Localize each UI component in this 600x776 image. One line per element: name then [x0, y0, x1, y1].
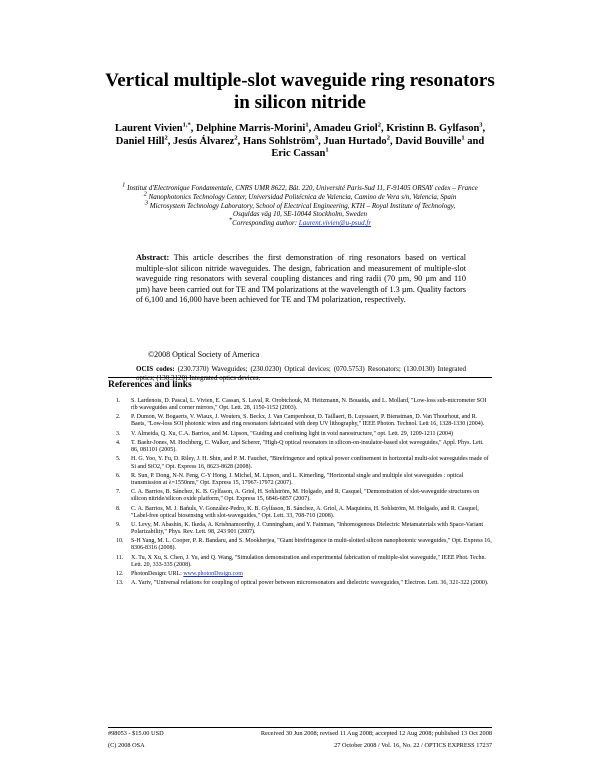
reference-item	[116, 489, 492, 503]
reference-body: R. Sun, P. Dong, N-N. Feng, C-Y Hong, J. Michel, M. Lipson, and L. Kimerling, "Horizontal single and multiple slot waveguides : optical transmission at λ=1550nm," Opt. Express 15, 17967-17972 (2007).	[131, 472, 464, 486]
footer-journal: 27 October 2008 / Vol. 16, No. 22 / OPTICS EXPRESS 17237	[334, 742, 492, 749]
author-separator: ,	[308, 123, 314, 134]
author-5: Daniel Hill	[115, 135, 165, 147]
author-separator: ,	[318, 135, 324, 147]
author-affiliation-mark: 2	[386, 134, 390, 141]
title-line-1: Vertical multiple-slot waveguide ring resonators	[105, 70, 495, 91]
reference-text	[131, 489, 492, 503]
affiliation-1: $^1$ Institut d'Electronique Fondamentale, CNRS UMR 8622, Bât. 220, Université Paris-Sud 11, F-91405 ORSAY cedex – France	[122, 181, 478, 192]
reference-body: T. Baehr-Jones, M. Hochberg, C. Walker, and Scherer, "High-Q optical resonators in silicon-on-insulator-based slot waveguides," Appl. Phys. Lett. 86, 081101 (2005).	[131, 440, 484, 454]
author-affiliation-mark: 2	[377, 121, 381, 129]
reference-body: PhotonDesign: URL:	[131, 571, 184, 578]
reference-text	[131, 456, 492, 470]
divider-bottom	[108, 727, 492, 728]
reference-text	[131, 440, 492, 454]
author-7: Hans Sohlström	[242, 135, 315, 147]
author-affiliation-mark: 1,*	[182, 121, 191, 129]
divider-top	[108, 377, 492, 378]
reference-text	[131, 414, 492, 428]
references-heading: References and links	[108, 380, 192, 390]
author-separator: ,	[482, 123, 486, 134]
author-1: Laurent Vivien	[114, 123, 183, 134]
reference-item	[116, 506, 492, 520]
affiliation-3-address: Osquldas väg 10, SE-10044 Stockholm, Sweden	[233, 210, 367, 219]
reference-body: X. Tu, X Xu, S. Chen, J. Yu, and Q. Wang, "Simulation demonstration and experimental fabrication of multiple-slot waveguide," IEEE Phot. Techn. Lett. 20, 333-335 (2008).	[131, 554, 487, 568]
reference-number: 3.	[116, 430, 121, 437]
reference-body: V. Almeida, Q. Xu, C.A. Barrios, and M. Lipson, "Guiding and confining light in void nanostructure," opt. Lett. 29, 1209-1211 (2004)	[131, 430, 454, 437]
reference-item	[116, 538, 492, 552]
author-9: David Bouville	[395, 135, 462, 147]
author-list	[110, 123, 490, 161]
reference-number: 5.	[116, 456, 121, 463]
author-2: Delphine Marris-Morini	[195, 123, 306, 134]
reference-number: 1.	[116, 398, 121, 404]
reference-text	[131, 473, 492, 487]
reference-body: P. Dumon, W. Bogaerts, V. Wiaux, J. Wouters, S. Beckx, J. Van Campenhout, D. Taillaert, B. Luyssaert, P. Bienstman, D. Van Thourhout, and R. Baets, "Low-loss SOI photonic wires and ring resonators fabricated with deep UV lithography," IEEE Photon. Technol. Lett 16, 1328-1330 (2004).	[131, 414, 485, 428]
author-affiliation-mark: 3	[314, 134, 319, 141]
author-affiliation-mark: 1	[305, 121, 309, 129]
reference-text	[131, 398, 492, 412]
reference-body: S. Lardenois, D. Pascal, L. Vivien, E. Cassan, S. Laval, R. Orobtchouk, M. Heitzmann, N. Bouaida, and L. Mollard, "Low-loss sub-micrometer SOI rib waveguides and corner mirrors," Opt. Lett. 28, 1150-1152 (2003).	[131, 398, 487, 412]
reference-number: 4.	[116, 440, 121, 447]
author-affiliation-mark: 2	[164, 134, 168, 141]
footer-id-price: #98053 - $15.00 USD	[108, 730, 164, 737]
author-10: and Eric Cassan	[271, 135, 485, 159]
author-separator: ,	[237, 135, 243, 147]
author-4: Kristinn B. Gylfason	[386, 123, 480, 134]
reference-text	[131, 538, 492, 552]
reference-body: C. A. Barrios, B. Sánchez, K. B. Gylfason, A. Griol, H. Sohlström, M. Holgado, and R. Casquel, "Demonstration of slot-waveguide structures on silicon nitride/silicon oxide platform," Opt. Express 15, 6846-6857 (2007).	[131, 489, 480, 503]
abstract	[136, 253, 466, 306]
affiliation-3: $^3$ Microsystem Technology Laboratory, School of Electrical Engineering, KTH – Royal Institute of Technology,	[144, 199, 456, 210]
copyright-notice: ©2008 Optical Society of America	[148, 350, 260, 359]
ocis-text: (230.7370) Waveguides; (230.0230) Optical devices; (070.5753) Resonators; (130.0130) Integrated optics; (130.3120) Integrated optics devices.	[136, 365, 467, 382]
ocis-label: OCIS codes:	[136, 365, 175, 373]
abstract-text: This article describes the first demonstration of ring resonators based on vertical multiple-slot silicon nitride waveguides. The design, fabrication and measurement of multiple-slot waveguide ring resonators with several coupling distances and ring radii (70 µm, 90 µm and 110 µm) have been carried out for TE and TM polarizations at the wavelength of 1.3 µm. Quality factors of 6,100 and 16,000 have been achieved for TE and TM polarization, respectively.	[136, 253, 466, 305]
reference-item	[116, 431, 492, 438]
reference-link[interactable]: www.photonDesign.com	[183, 571, 243, 578]
abstract-label: Abstract:	[136, 253, 170, 262]
footer-copyright: (C) 2008 OSA	[108, 742, 145, 749]
reference-body: S-H Yang, M. L. Cooper, P. R. Bandaru, and S. Mookherjea, "Giant birefringence in multi-slotted silicon nanophotonic waveguides," Opt. Express 16, 8306-8316 (2008).	[131, 538, 492, 552]
reference-list	[116, 398, 492, 590]
reference-item	[116, 398, 492, 412]
reference-item	[116, 473, 492, 487]
reference-number: 13.	[116, 580, 124, 587]
reference-number: 9.	[116, 521, 121, 528]
footer-received: Received 30 Jun 2008; revised 11 Aug 2008; accepted 12 Aug 2008; published 13 Oct 2008	[260, 730, 492, 737]
reference-item	[116, 456, 492, 470]
email-link[interactable]: Laurent.vivien@u-psud.fr	[298, 219, 372, 228]
affiliation-2: $^2$ Nanophotonics Technology Center, Universidad Politécnica de Valencia, Camino de Vera s/n, Valencia, Spain	[143, 190, 457, 201]
author-affiliation-mark: 1	[461, 134, 465, 141]
paper-title	[60, 70, 540, 114]
reference-text	[131, 555, 492, 569]
reference-item	[116, 555, 492, 569]
reference-body: H. G. Yoo, Y. Fu, D. Riley, J. H. Shin, and P. M. Fauchet, "Birefringence and optical power confinement in horizontal multi-slot waveguides made of Si and SiO2," Opt. Express 16, 8623-8628 (2008).	[131, 456, 489, 470]
reference-text	[131, 522, 492, 536]
reference-body: A. Yariv, "Universal relations for coupling of optical power between microresonators and dielectric waveguides," Electron. Lett. 36, 321-322 (2000).	[131, 580, 489, 587]
reference-number: 12.	[116, 571, 124, 578]
author-affiliation-mark: 2	[234, 134, 238, 141]
reference-item	[116, 580, 492, 587]
author-3: Amadeu Griol	[313, 123, 378, 134]
reference-number: 8.	[116, 505, 121, 512]
reference-text	[131, 431, 492, 438]
affiliations	[108, 181, 492, 228]
reference-body: U. Levy, M. Abashin, K. Ikeda, A. Krishnamoorthy, J. Cunningham, and Y. Fainman, "Inhomogenous Dielectric Metamaterials with Space-Variant Polarizability," Phys. Rev. Lett. 98, 243 901 (2007).	[131, 521, 484, 535]
reference-number: 6.	[116, 472, 121, 479]
author-separator: ,	[190, 123, 196, 134]
author-separator: ,	[380, 123, 387, 134]
reference-text	[131, 571, 492, 578]
author-affiliation-mark: 1	[325, 146, 329, 154]
reference-item	[116, 440, 492, 454]
reference-number: 10.	[116, 538, 124, 545]
reference-item	[116, 522, 492, 536]
reference-body: C. A. Barrios, M. J. Bañuls, V. González-Pedro, K. B. Gylfason, B. Sánchez, A. Griol, A. Maquieira, H. Sohlström, M. Holgado, and R. Casquel, "Label-free optical biosensing with slot-waveguides," Opt. Lett. 33, 708-710 (2008).	[131, 505, 479, 519]
author-separator: ,	[389, 135, 396, 147]
author-affiliation-mark: 3	[479, 121, 483, 129]
author-6: Jesús Álvarez	[172, 135, 235, 147]
reference-number: 7.	[116, 489, 121, 496]
reference-text	[131, 580, 492, 587]
reference-number: 2.	[116, 414, 121, 421]
title-line-2: in silicon nitride	[234, 92, 366, 113]
author-8: Juan Hurtado	[323, 135, 387, 147]
reference-text	[131, 506, 492, 520]
reference-number: 11.	[116, 554, 124, 561]
corresponding-author: *Corresponding author: Laurent.vivien@u-psud.fr	[228, 216, 372, 228]
reference-item	[116, 414, 492, 428]
reference-item	[116, 571, 492, 578]
author-separator: ,	[167, 135, 173, 147]
